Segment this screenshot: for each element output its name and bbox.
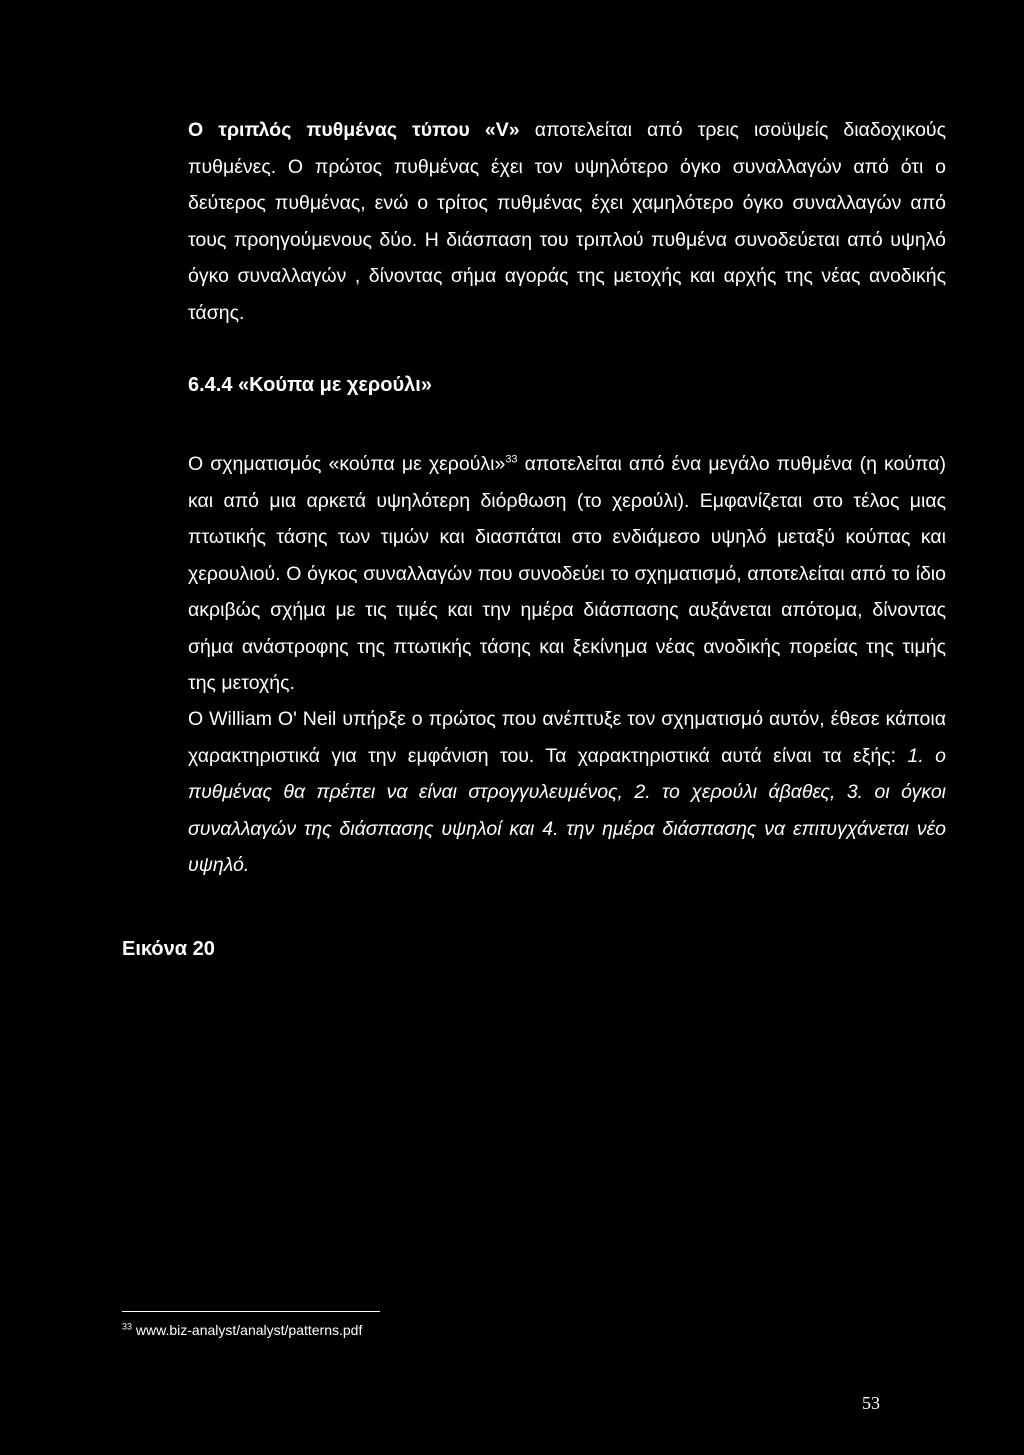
footnote [122, 1322, 362, 1338]
paragraph-oneil [122, 701, 946, 884]
triple-bottom-term: Ο τριπλός πυθμένας τύπου «V» [188, 119, 520, 141]
figure-caption: Εικόνα 20 [122, 938, 215, 960]
paragraph-triple-bottom [122, 112, 946, 331]
paragraph-text: Ο William O' Neil υπήρξε ο πρώτος που ανέπτυξε τον σχηματισμό αυτόν, έθεσε κάποια χαρακτηριστικά για την εμφάνιση του. Τα χαρακτηριστικά αυτά είναι τα εξής: [188, 708, 946, 767]
section-heading: 6.4.4 «Κούπα με χερούλι» [188, 374, 432, 396]
footnote-link[interactable]: www.biz-analyst/analyst/patterns.pdf [135, 1322, 363, 1338]
paragraph-cup-handle [122, 446, 946, 702]
paragraph-lead: Ο σχηματισμός «κούπα με χερούλι» [188, 453, 506, 475]
paragraph-text: αποτελείται από ένα μεγάλο πυθμένα (η κούπα) και από μια αρκετά υψηλότερη διόρθωση (το χερούλι). Εμφανίζεται στο τέλος μιας πτωτικής τάσης των τιμών και διασπάται στο ενδιάμεσο υψηλό μεταξύ κούπας και χερουλιού. Ο όγκος συναλλαγών που συνοδεύει το σχηματισμό, αποτελείται από το ίδιο ακριβώς σχήμα με τις τιμές και την ημέρα διάσπασης αυξάνεται απότομα, δίνοντας σήμα ανάστροφης της πτωτικής τάσης και ξεκίνημα νέας ανοδικής πορείας της τιμής της μετοχής. [188, 453, 946, 694]
footnote-divider [122, 1311, 380, 1312]
page-number: 53 [862, 1393, 880, 1413]
characteristics-list: 1. ο πυθμένας θα πρέπει να είναι στρογγυλευμένος, 2. το χερούλι άβαθες, 3. οι όγκοι συναλλαγών της διάσπασης υψηλοί και 4. την ημέρα διάσπασης να επιτυγχάνεται νέο υψηλό. [188, 744, 947, 876]
paragraph-text: αποτελείται από τρεις ισοϋψείς διαδοχικούς πυθμένες. Ο πρώτος πυθμένας έχει τον υψηλότερο όγκο συναλλαγών από ότι ο δεύτερος πυθμένας, ενώ ο τρίτος πυθμένας έχει χαμηλότερο όγκο συναλλαγών από τους προηγούμενους δύο. Η διάσπαση του τριπλού πυθμένα συνοδεύεται από υψηλό όγκο συναλλαγών , δίνοντας σήμα αγοράς της μετοχής και αρχής της νέας ανοδικής τάσης. [188, 119, 946, 324]
footnote-reference[interactable]: 33 [505, 453, 518, 466]
footnote-number: 33 [122, 1321, 133, 1332]
